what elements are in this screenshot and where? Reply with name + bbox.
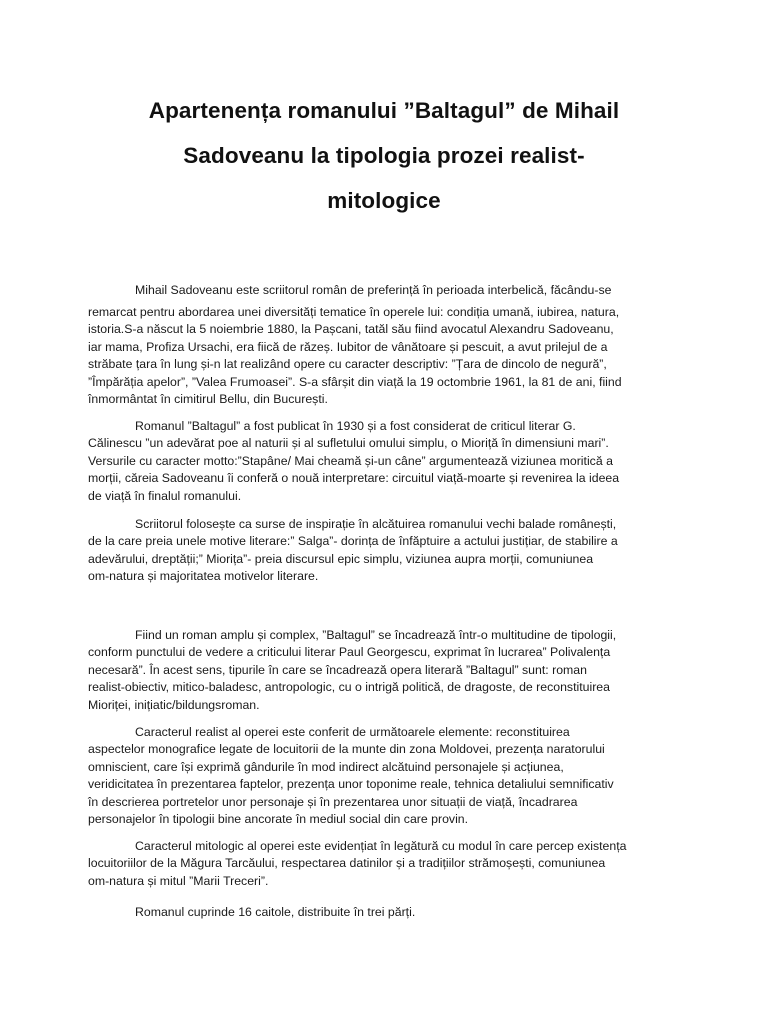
paragraph-line: veridicitatea în prezentarea faptelor, prezența unor toponime reale, tehnica detaliului semnificativ [88, 777, 614, 792]
document-title [60, 88, 708, 223]
paragraph-line: morții, căreia Sadoveanu îi conferă o nouă interpretare: circuitul viață-moarte și revenirea la ideea [88, 471, 620, 486]
paragraph-intro [88, 282, 698, 299]
paragraph-line: Romanul ”Baltagul” a fost publicat în 1930 și a fost considerat de criticul literar G. [135, 419, 576, 433]
paragraph-line: realist-obiectiv, mitico-baladesc, antropologic, cu o intrigă politică, de dragoste, de reconstituirea [88, 680, 610, 695]
paragraph-line: omniscient, care își exprimă gândurile în mod indirect alcătuind personajele și acțiunea, [88, 759, 564, 774]
paragraph-line: adevărului, dreptății;” Miorița”- preia discursul epic simplu, viziunea aupra morții, comuniunea [88, 551, 594, 566]
paragraph-line: aspectelor monografice legate de locuitorii de la munte din zona Moldovei, prezența naratorului [88, 742, 605, 757]
paragraph-line: istoria.S-a născut la 5 noiembrie 1880, la Pașcani, tatăl său fiind avocatul Alexandru Sadoveanu, [88, 322, 614, 337]
paragraph-line: personajelor în tipologii bine ancorate în mediul social din care provin. [88, 812, 469, 827]
paragraph-inspiration-sources [88, 516, 698, 586]
paragraph-intro-continued [88, 304, 698, 408]
paragraph-line: iar mama, Profiza Ursachi, era fiică de răzeș. Iubitor de vânătoare și pescuit, a avut prilejul de a [88, 339, 608, 354]
paragraph-line: remarcat pentru abordarea unei diversități tematice în operele lui: condiția umană, iubirea, natura, [88, 305, 620, 319]
paragraph-chapters [88, 904, 698, 921]
title-line: Sadoveanu la tipologia prozei realist- [183, 143, 585, 168]
paragraph-line: de viață în finalul romanului. [88, 488, 242, 503]
paragraph-line: conform punctului de vedere a criticului literar Paul Georgescu, exprimat în lucrarea” Polivalența [88, 645, 611, 660]
title-line: Apartenența romanului ”Baltagul” de Mihail [148, 98, 620, 123]
paragraph-line: ”Împărăția apelor”, ”Valea Frumoasei”. S-a sfârșit din viață la 19 octombrie 1961, la 81 de ani, fiind [88, 374, 622, 389]
paragraph-line: Versurile cu caracter motto:”Stapâne/ Mai cheamă și-un câne” argumentează viziunea moritică a [88, 453, 613, 468]
paragraph-line: Mioriței, inițiatic/bildungsroman. [88, 697, 260, 712]
paragraph-line: Caracterul realist al operei este conferit de următoarele elemente: reconstituirea [135, 725, 570, 739]
paragraph-line: Fiind un roman amplu și complex, ”Baltagul” se încadrează într-o multitudine de tipologii, [135, 628, 617, 642]
paragraph-line: de la care preia unele motive literare:” Salga”- dorința de înfăptuire a actului justițiar, de stabilire a [88, 534, 618, 549]
paragraph-line: Scriitorul folosește ca surse de inspirație în alcătuirea romanului vechi balade românești, [135, 517, 617, 531]
paragraph-line: Romanul cuprinde 16 caitole, distribuite în trei părți. [135, 905, 416, 919]
paragraph-line: om-natura și mitul ”Marii Treceri”. [88, 873, 269, 888]
paragraph-mythological-character [88, 838, 698, 890]
paragraph-typology [88, 627, 698, 714]
paragraph-baltagul-publication [88, 418, 698, 505]
paragraph-line: Mihail Sadoveanu este scriitorul român de preferință în perioada interbelică, făcându-se [135, 283, 612, 297]
paragraph-line: Călinescu ”un adevărat poe al naturii și al sufletului omului simplu, o Mioriță în dimensiuni mari”. [88, 436, 609, 451]
paragraph-line: necesară”. În acest sens, tipurile în care se încadrează opera literară ”Baltagul” sunt: roman [88, 662, 587, 677]
paragraph-realist-character [88, 724, 698, 828]
paragraph-line: Caracterul mitologic al operei este evidențiat în legătură cu modul în care percep existența [135, 839, 627, 853]
paragraph-line: străbate țara în lung și-n lat realizând opere cu caracter descriptiv: ”Țara de dincolo de negură”, [88, 357, 607, 372]
title-line: mitologice [327, 188, 441, 213]
paragraph-line: locuitoriilor de la Măgura Tarcăului, respectarea datinilor și a tradițiilor strămoșești, comuniunea [88, 856, 606, 871]
paragraph-line: înmormântat în cimitirul Bellu, din București. [88, 392, 328, 407]
paragraph-line: om-natura și majoritatea motivelor literare. [88, 569, 319, 584]
paragraph-line: în descrierea portretelor unor personaje și în prezentarea unor situații de viață, încadrarea [88, 794, 578, 809]
